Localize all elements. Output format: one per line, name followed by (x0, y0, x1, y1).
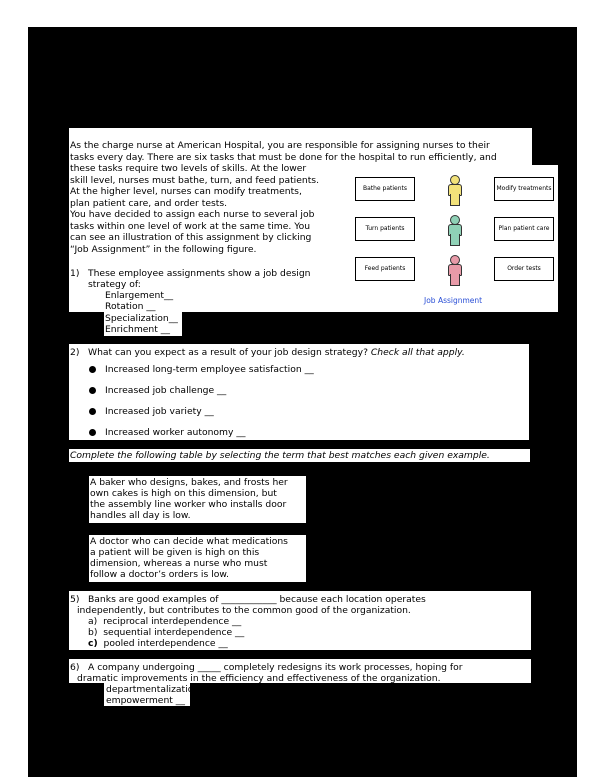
q2-stem-text: What can you expect as a result of your job design strategy? (88, 347, 368, 358)
intro-line: tasks within one level of work at the same time. You (70, 221, 311, 232)
q1-option[interactable]: Specialization__ (105, 313, 178, 324)
table-instruction (70, 450, 490, 461)
nurse-legs (450, 234, 460, 246)
q5-option-letter: b) (88, 627, 98, 638)
nurse-icon (446, 215, 462, 245)
table-instruction-text: Complete the following table by selecting the term that best matches each given example. (70, 450, 490, 461)
q1-option[interactable]: Enlargement__ (105, 290, 174, 301)
q5-option-letter: a) (88, 616, 98, 627)
q2-instruction: Check all that apply. (370, 347, 465, 358)
q6-number: 6) (70, 662, 80, 673)
q5-stem: Banks are good examples of ____________ because each location operates (88, 594, 426, 605)
q5-option-text: reciprocal interdependence __ (103, 616, 242, 627)
q1-number: 1) (70, 268, 80, 279)
task-box-modify-treatments: Modify treatments (494, 177, 554, 201)
intro-line: You have decided to assign each nurse to several job (70, 209, 315, 220)
q2-option-text: Increased long-term employee satisfaction __ (105, 364, 314, 375)
example-line: follow a doctor’s orders is low. (90, 569, 229, 580)
intro-line: “Job Assignment” in the following figure. (70, 244, 257, 255)
task-box-plan-patient-care: Plan patient care (494, 217, 554, 241)
intro-line: tasks every day. There are six tasks that must be done for the hospital to run efficiently, and (70, 152, 497, 163)
nurse-icon (446, 255, 462, 285)
q6-stem: A company undergoing _____ completely redesigns its work processes, hoping for (88, 662, 463, 673)
q2-option[interactable] (89, 364, 314, 375)
q2-option-text: Increased job variety __ (105, 406, 214, 417)
job-assignment-link[interactable]: Job Assignment (424, 296, 483, 305)
q5-option-text: pooled interdependence __ (103, 638, 228, 649)
q1-option[interactable]: Rotation __ (105, 301, 156, 312)
q2-option-text: Increased job challenge __ (105, 385, 227, 396)
example-line: own cakes is high on this dimension, but (90, 488, 277, 499)
nurse-legs (450, 274, 460, 286)
q2-stem (88, 347, 465, 358)
q1-option[interactable]: Enrichment __ (105, 324, 170, 335)
example-line: a patient will be given is high on this (90, 547, 260, 558)
q5-number: 5) (70, 594, 80, 605)
q5-option[interactable] (88, 616, 241, 627)
q6-stem: dramatic improvements in the efficiency and effectiveness of the organization. (77, 673, 441, 684)
intro-line: these tasks require two levels of skills. At the lower (70, 163, 307, 174)
bullet-icon (89, 408, 96, 415)
example-line: A baker who designs, bakes, and frosts her (90, 477, 288, 488)
intro-line: can see an illustration of this assignment by clicking (70, 232, 312, 243)
q1-stem: strategy of: (88, 279, 141, 290)
q2-option[interactable] (89, 385, 226, 396)
q2-option[interactable] (89, 406, 214, 417)
q2-option-text: Increased worker autonomy __ (105, 427, 246, 438)
q5-option-letter: c) (88, 638, 98, 649)
q1-stem: These employee assignments show a job design (88, 268, 311, 279)
nurse-legs (450, 194, 460, 206)
example-line: A doctor who can decide what medications (90, 536, 288, 547)
intro-line: As the charge nurse at American Hospital, you are responsible for assigning nurses to their (70, 140, 490, 151)
nurse-icon (446, 175, 462, 205)
intro-line: At the higher level, nurses can modify treatments, (70, 186, 302, 197)
task-box-turn-patients: Turn patients (355, 217, 415, 241)
intro-line: skill level, nurses must bathe, turn, and feed patients. (70, 175, 320, 186)
task-box-bathe-patients: Bathe patients (355, 177, 415, 201)
example-line: dimension, whereas a nurse who must (90, 558, 268, 569)
q6-option[interactable]: departmentalization __ (106, 684, 212, 695)
bullet-icon (89, 429, 96, 436)
example-line: handles all day is low. (90, 510, 191, 521)
q5-option[interactable] (88, 627, 244, 638)
example-line: the assembly line worker who installs door (90, 499, 287, 510)
task-box-order-tests: Order tests (494, 257, 554, 281)
q5-option[interactable] (88, 638, 228, 649)
bullet-icon (89, 387, 96, 394)
intro-line: plan patient care, and order tests. (70, 198, 228, 209)
q5-stem: independently, but contributes to the common good of the organization. (77, 605, 411, 616)
q2-number: 2) (70, 347, 80, 358)
q6-option[interactable]: empowerment __ (106, 695, 185, 706)
q2-option[interactable] (89, 427, 246, 438)
bullet-icon (89, 366, 96, 373)
task-box-feed-patients: Feed patients (355, 257, 415, 281)
q5-option-text: sequential interdependence __ (103, 627, 245, 638)
